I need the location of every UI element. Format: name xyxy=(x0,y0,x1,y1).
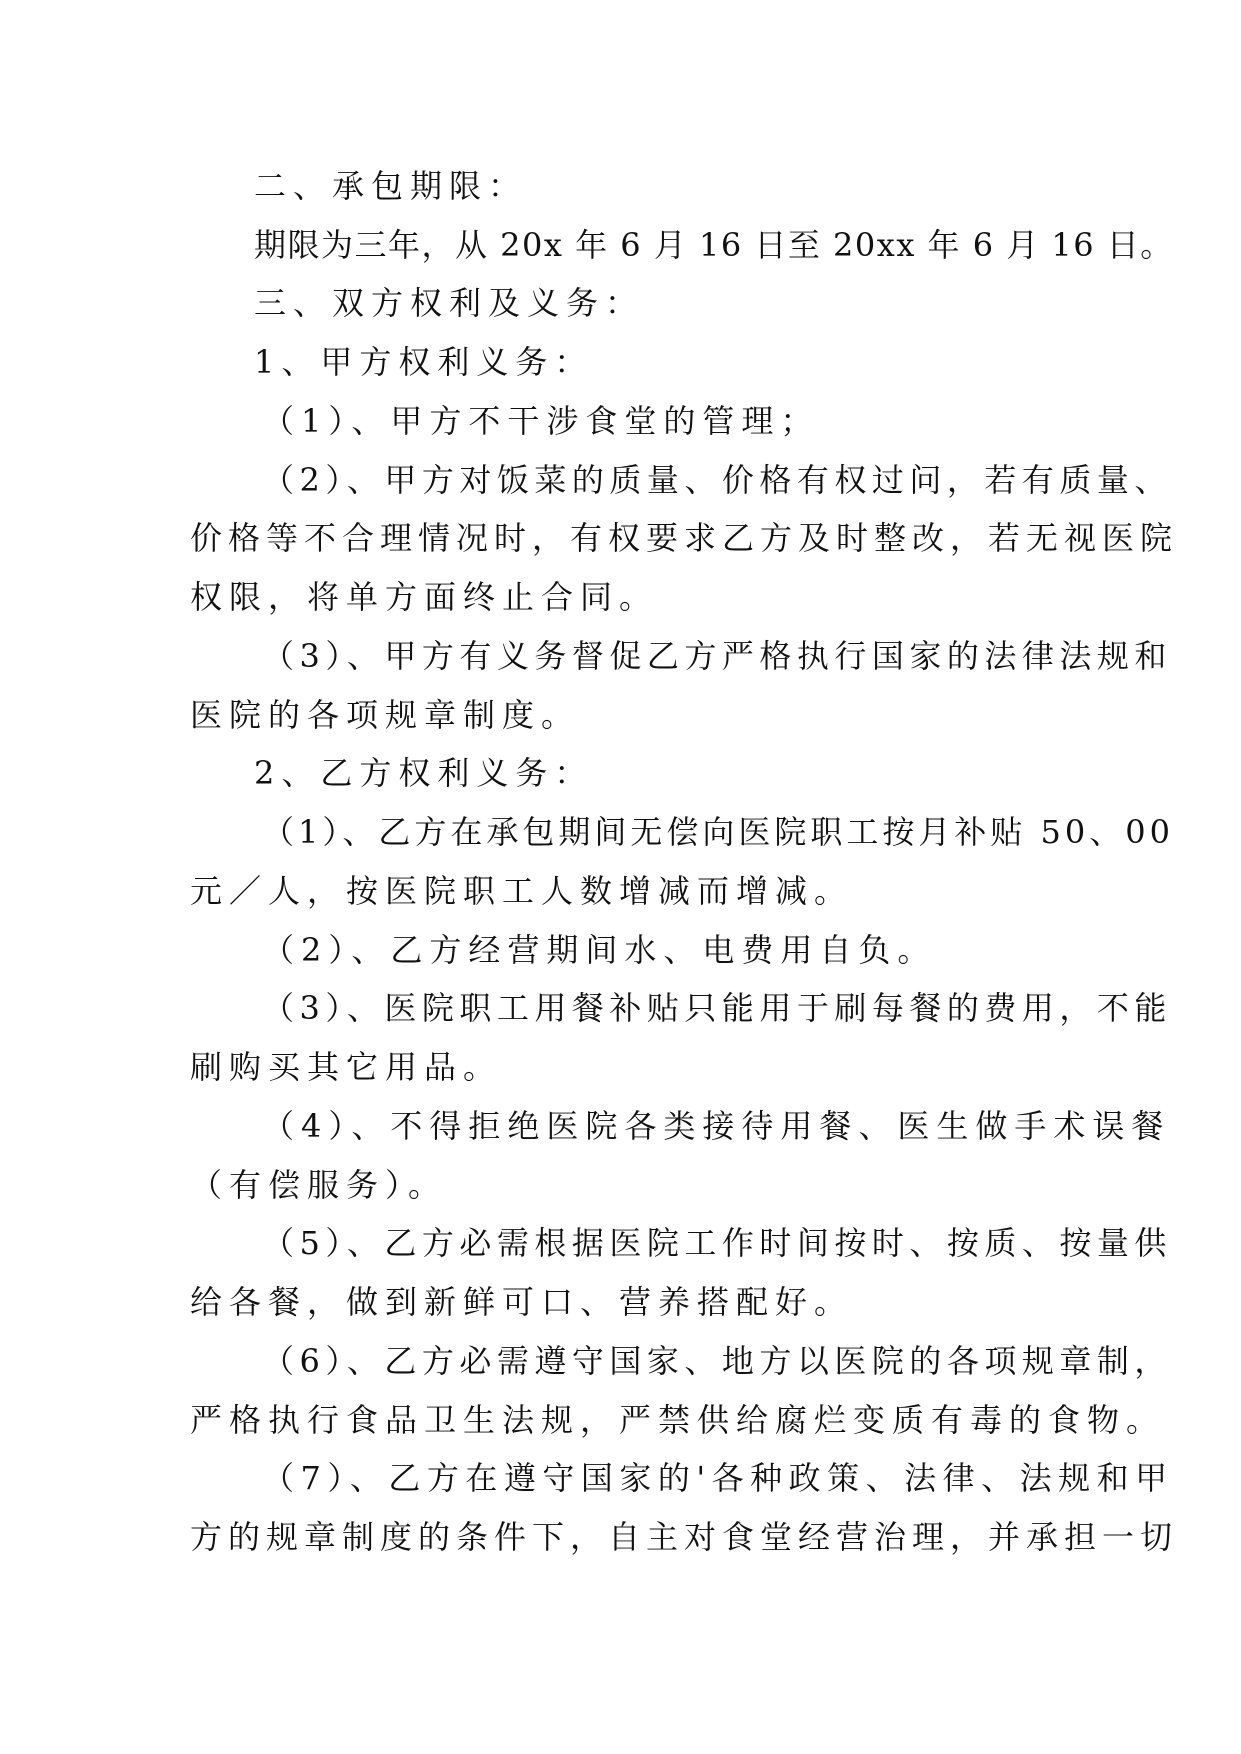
list-item: （1）、乙方在承包期间无偿向医院职工按月补贴 50、00 xyxy=(262,813,1174,851)
section-heading-term: 二、承包期限： xyxy=(254,167,528,205)
paragraph-line: 医院的各项规章制度。 xyxy=(190,696,581,734)
list-item: （6）、乙方必需遵守国家、地方以医院的各项规章制， xyxy=(262,1342,1172,1380)
paragraph-line: 给各餐，做到新鲜可口、营养搭配好。 xyxy=(190,1283,854,1321)
section-heading-rights: 三、双方权利及义务： xyxy=(254,284,645,322)
paragraph-line: 权限，将单方面终止合同。 xyxy=(190,578,659,616)
paragraph-line: 严格执行食品卫生法规，严禁供给腐烂变质有毒的食物。 xyxy=(190,1401,1166,1439)
paragraph-line: 期限为三年，从 20x 年 6 月 16 日至 20xx 年 6 月 16 日。 xyxy=(254,226,1174,264)
list-item: （3）、甲方有义务督促乙方严格执行国家的法律法规和 xyxy=(262,637,1172,675)
list-item: （4）、不得拒绝医院各类接待用餐、医生做手术误餐 xyxy=(262,1107,1171,1145)
paragraph-line: 元／人，按医院职工人数增减而增减。 xyxy=(190,872,854,910)
paragraph-line: 价格等不合理情况时，有权要求乙方及时整改，若无视医院 xyxy=(190,519,1179,557)
list-item: （2）、乙方经营期间水、电费用自负。 xyxy=(262,931,937,969)
subsection-heading-party-a: 1、甲方权利义务： xyxy=(254,343,594,381)
list-item: （5）、乙方必需根据医院工作时间按时、按质、按量供 xyxy=(262,1224,1172,1262)
subsection-heading-party-b: 2、乙方权利义务： xyxy=(254,754,594,792)
list-item: （2）、甲方对饭菜的质量、价格有权过问，若有质量、 xyxy=(262,461,1172,499)
paragraph-line: 方的规章制度的条件下，自主对食堂经营治理，并承担一切 xyxy=(190,1518,1179,1556)
paragraph-line: （有偿服务）。 xyxy=(190,1166,448,1204)
paragraph-line: 刷购买其它用品。 xyxy=(190,1048,503,1086)
list-item: （7）、乙方在遵守国家的'各种政策、法律、法规和甲 xyxy=(262,1459,1174,1497)
list-item: （1）、甲方不干涉食堂的管理； xyxy=(262,402,820,440)
list-item: （3）、医院职工用餐补贴只能用于刷每餐的费用，不能 xyxy=(262,989,1172,1027)
